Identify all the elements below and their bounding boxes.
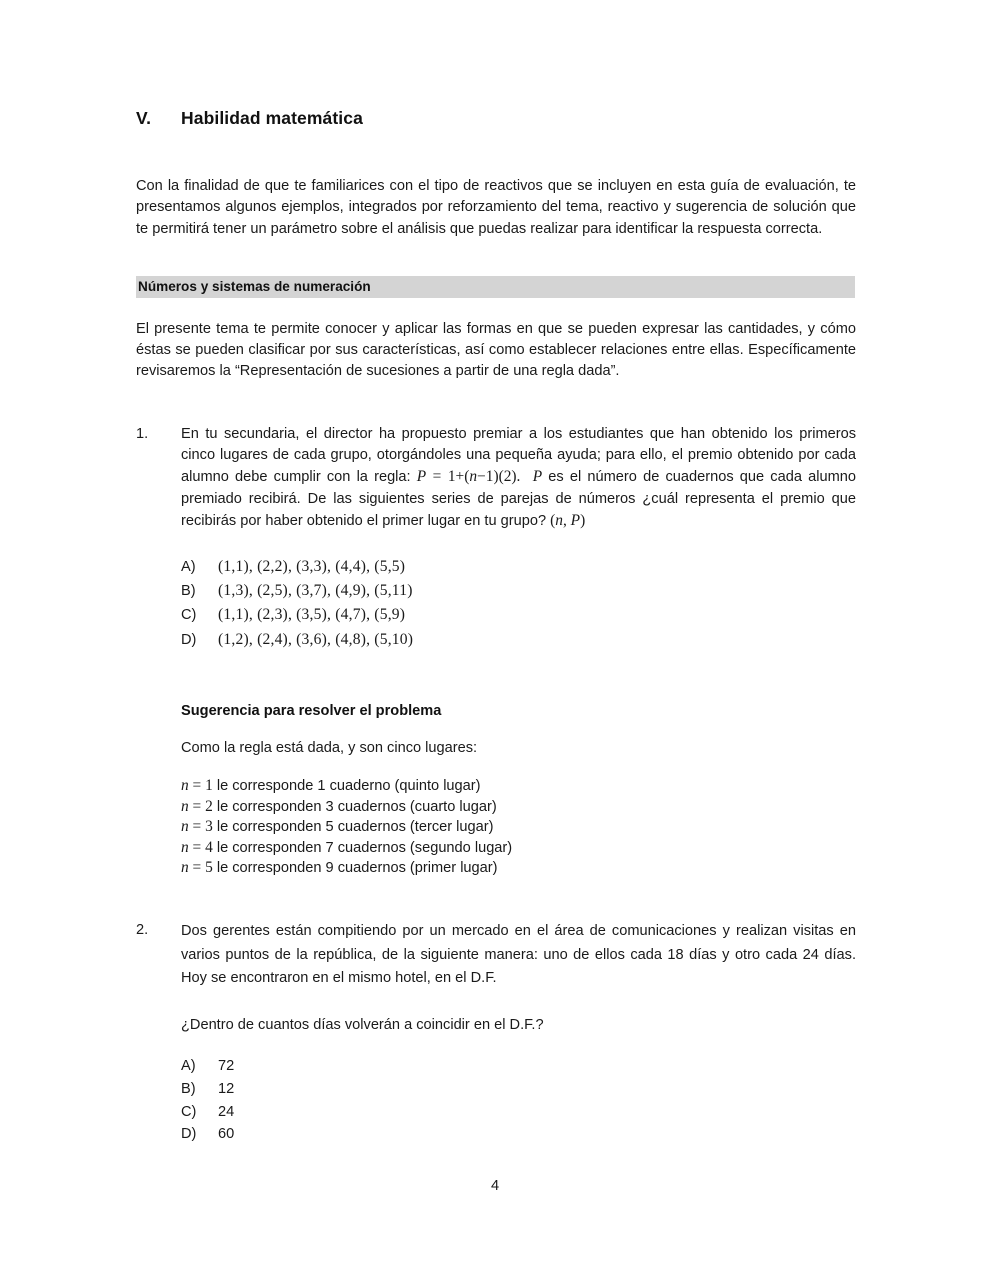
step-4-text: le corresponden 7 cuadernos (segundo lugar) bbox=[212, 839, 513, 856]
suggestion-block bbox=[181, 703, 856, 879]
option-a-label: A) bbox=[181, 1058, 196, 1075]
step-3-text: le corresponden 5 cuadernos (tercer lugar) bbox=[212, 819, 494, 836]
page-content-column bbox=[136, 0, 856, 1146]
option-b-value: 12 bbox=[218, 1080, 235, 1097]
question-1-text-part1: En tu secundaria, el director ha propuesto premiar a los estudiantes que han obtenido los primeros cinco lugares de cada grupo, otorgándoles una pequeña ayuda; para ello, el premio obtenido por cada alumno debe cumplir con la regla: bbox=[181, 425, 856, 486]
option-d-label: D) bbox=[181, 1126, 197, 1143]
option-c-label: C) bbox=[181, 607, 197, 624]
step-4-var: n bbox=[181, 838, 189, 856]
suggestion-step-3 bbox=[181, 817, 856, 838]
formula-plus: + bbox=[455, 468, 465, 486]
section-numeral: V. bbox=[136, 108, 152, 128]
formula-var-n: n bbox=[469, 468, 478, 486]
option-b[interactable] bbox=[181, 579, 856, 603]
section-title: Habilidad matemática bbox=[181, 108, 363, 128]
option-a[interactable] bbox=[181, 555, 856, 579]
question-1-number: 1. bbox=[136, 425, 149, 442]
formula-one: 1 bbox=[447, 468, 456, 486]
question-2-options bbox=[181, 1055, 856, 1146]
formula-equals: = bbox=[432, 468, 442, 486]
option-d-value: 60 bbox=[218, 1126, 235, 1143]
page-number: 4 bbox=[490, 1178, 500, 1194]
option-c-label: C) bbox=[181, 1103, 197, 1120]
question-1-options bbox=[181, 555, 856, 652]
option-c-value: 24 bbox=[218, 1103, 235, 1120]
suggestion-lead: Como la regla está dada, y son cinco lugares: bbox=[181, 739, 478, 756]
formula-period: . bbox=[516, 468, 521, 486]
suggestion-step-2 bbox=[181, 797, 856, 818]
pair-var-p: P bbox=[570, 512, 581, 530]
formula-close-paren: ) bbox=[493, 468, 499, 486]
topic-description: El presente tema te permite conocer y aplicar las formas en que se pueden expresar las cantidades, y cómo éstas se pueden clasificar por sus características, así como establecer relaciones entre ellas. Específicamente revisaremos la “Representación de sucesiones a partir de una regla dada”. bbox=[136, 320, 856, 380]
pair-var-n: n bbox=[555, 512, 563, 530]
step-1-eq: = 1 bbox=[188, 776, 213, 794]
question-1-pair-notation bbox=[550, 512, 585, 529]
option-a-label: A) bbox=[181, 558, 196, 575]
question-1-text bbox=[181, 424, 856, 533]
formula-two: (2) bbox=[498, 468, 517, 486]
step-2-eq: = 2 bbox=[188, 797, 213, 815]
suggestion-step-5 bbox=[181, 858, 856, 879]
option-a-value: 72 bbox=[218, 1058, 235, 1075]
step-2-text: le corresponden 3 cuadernos (cuarto lugar) bbox=[212, 798, 497, 815]
step-3-var: n bbox=[181, 818, 189, 836]
formula-open-paren: ( bbox=[464, 468, 470, 486]
intro-paragraph: Con la finalidad de que te familiarices con el tipo de reactivos que se incluyen en esta guía de evaluación, te presentamos algunos ejemplos, integrados por reforzamiento del tema, reactivo y sugerencia de solución que te permitirá tener un parámetro sobre el análisis que puedas realizar para identificar la respuesta correcta. bbox=[136, 178, 856, 237]
step-5-text: le corresponden 9 cuadernos (primer lugar) bbox=[212, 860, 498, 877]
step-5-var: n bbox=[181, 859, 189, 877]
pair-close-paren: ) bbox=[580, 512, 586, 530]
section-heading bbox=[136, 108, 856, 129]
step-2-var: n bbox=[181, 797, 189, 815]
pair-open-paren: ( bbox=[550, 512, 556, 530]
option-d-value: (1,2), (2,4), (3,6), (4,8), (5,10) bbox=[218, 630, 414, 648]
step-3-eq: = 3 bbox=[188, 818, 213, 836]
step-5-eq: = 5 bbox=[188, 859, 213, 877]
option-d[interactable] bbox=[181, 628, 856, 652]
suggestion-title: Sugerencia para resolver el problema bbox=[181, 702, 442, 719]
option-b-label: B) bbox=[181, 1080, 196, 1097]
suggestion-step-4 bbox=[181, 838, 856, 859]
pair-comma: , bbox=[562, 512, 571, 530]
question-2 bbox=[136, 920, 856, 991]
formula-one-b: 1 bbox=[485, 468, 494, 486]
question-2-text: Dos gerentes están compitiendo por un mercado en el área de comunicaciones y realizan visitas en varios puntos de la república, de la siguiente manera: uno de ellos cada 18 días y otro cada 24 días. Hoy se encontraron en el mismo hotel, en el D.F. bbox=[181, 923, 856, 987]
topic-heading-bar bbox=[136, 276, 855, 298]
option-c-value: (1,1), (2,3), (3,5), (4,7), (5,9) bbox=[218, 606, 406, 624]
question-1 bbox=[136, 424, 856, 533]
topic-heading-label: Números y sistemas de numeración bbox=[138, 279, 371, 295]
formula-var-p: P bbox=[416, 468, 427, 486]
formula-minus: − bbox=[477, 468, 486, 486]
option-a[interactable] bbox=[181, 1055, 856, 1078]
option-b-label: B) bbox=[181, 582, 196, 599]
question-2-number: 2. bbox=[136, 922, 149, 939]
option-b[interactable] bbox=[181, 1078, 856, 1101]
option-c[interactable] bbox=[181, 1101, 856, 1124]
option-b-value: (1,3), (2,5), (3,7), (4,9), (5,11) bbox=[218, 581, 413, 599]
option-d-label: D) bbox=[181, 631, 197, 648]
step-1-var: n bbox=[181, 776, 189, 794]
option-c[interactable] bbox=[181, 603, 856, 627]
option-a-value: (1,1), (2,2), (3,3), (4,4), (5,5) bbox=[218, 557, 406, 575]
question-2-subquestion: ¿Dentro de cuantos días volverán a coincidir en el D.F.? bbox=[181, 1017, 544, 1034]
question-1-text-part2: es el número de cuadernos que cada alumno premiado recibirá. De las siguientes series de parejas de números ¿cuál representa el premio que recibirás por haber obtenido el primer lugar en tu grupo? bbox=[181, 469, 856, 530]
step-4-eq: = 4 bbox=[188, 838, 213, 856]
question-1-formula bbox=[417, 468, 521, 485]
step-1-text: le corresponde 1 cuaderno (quinto lugar) bbox=[212, 777, 481, 794]
suggestion-steps bbox=[181, 776, 856, 879]
question-1-var-p-inline: P bbox=[532, 468, 543, 486]
suggestion-step-1 bbox=[181, 776, 856, 797]
option-d[interactable] bbox=[181, 1123, 856, 1146]
